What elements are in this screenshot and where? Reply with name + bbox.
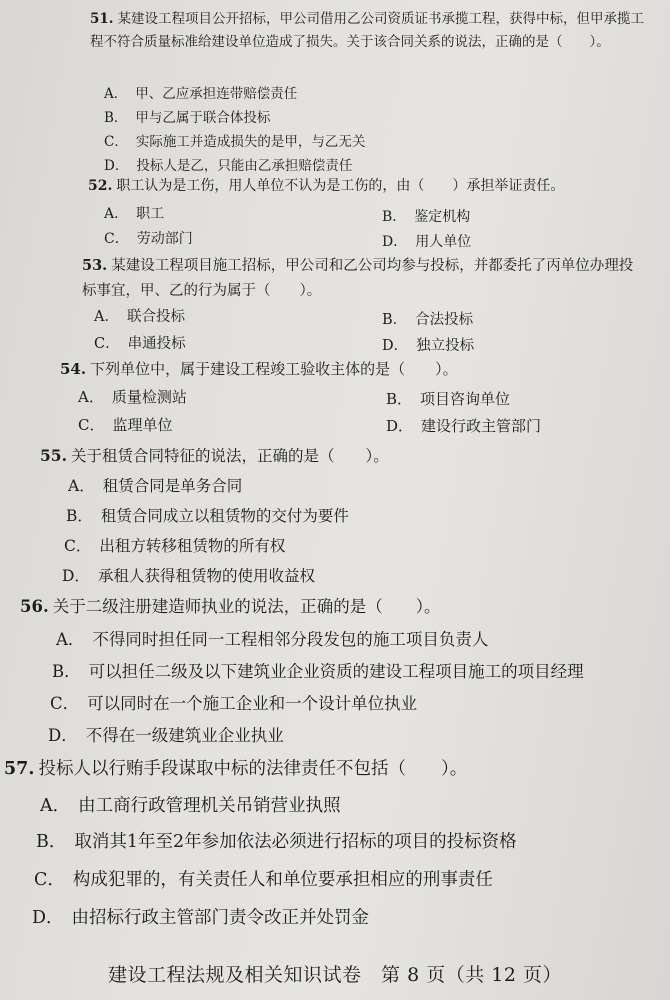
option-letter: C． [50,694,80,713]
option-letter: A． [104,86,128,102]
option-57-a [40,792,341,817]
option-52-d [382,231,471,251]
option-text: 租赁合同是单务合同 [102,477,243,495]
option-54-c [78,414,173,435]
option-text: 实际施工并造成损失的是甲，与乙无关 [135,134,366,150]
option-54-b [386,388,510,409]
option-letter: C． [94,336,120,352]
option-text: 建设行政主管部门 [421,417,542,435]
option-text: 监理单位 [112,416,173,434]
question-text: 职工认为是工伤，用人单位不认为是工伤的，由（ ）承担举证责任。 [116,178,565,194]
option-letter: B． [104,110,128,126]
option-53-c [94,332,186,353]
option-57-d [32,904,369,929]
option-letter: C． [104,134,128,150]
option-54-a [78,386,187,407]
option-text: 独立投标 [416,338,475,354]
option-52-b [382,206,470,226]
option-53-a [94,305,185,326]
option-letter: D． [104,158,129,174]
question-number: 56. [20,597,49,616]
option-text: 出租方转移租赁物的所有权 [99,537,286,555]
option-56-b [52,658,584,682]
option-53-b [382,308,473,329]
option-55-d [62,564,315,586]
question-51 [90,8,645,54]
option-letter: B． [66,507,93,525]
option-text: 串通投标 [127,336,186,352]
question-text: 投标人以行贿手段谋取中标的法律责任不包括（ ）。 [38,759,468,779]
question-number: 53. [82,257,108,274]
option-text: 鉴定机构 [414,209,471,225]
option-letter: B． [386,390,413,408]
option-letter: D． [382,338,409,354]
question-text: 关于二级注册建造师执业的说法，正确的是（ ）。 [52,597,441,616]
question-text: 某建设工程项目施工招标，甲公司和乙公司均参与投标，并都委托了丙单位办理投标事宜，甲、乙的行为属于（ ）。 [82,258,634,299]
option-text: 不得在一级建筑业企业执业 [85,726,284,745]
option-text: 项目咨询单位 [420,390,511,408]
option-text: 甲、乙应承担连带赔偿责任 [135,86,298,102]
option-text: 职工 [136,206,165,222]
question-53 [82,253,642,304]
option-letter: A． [78,388,104,406]
option-letter: A． [68,477,95,495]
option-letter: C． [64,537,92,555]
option-51-d [104,154,352,174]
option-57-c [34,866,493,891]
option-letter: D． [48,726,78,745]
option-text: 劳动部门 [136,231,193,247]
option-letter: B． [52,662,81,681]
option-letter: B． [382,312,408,328]
option-letter: C． [34,870,65,890]
option-55-c [64,534,285,556]
question-57 [4,756,644,783]
option-letter: D． [32,908,64,928]
option-text: 用人单位 [415,234,472,250]
option-text: 可以担任二级及以下建筑业企业资质的建设工程项目施工的项目经理 [88,662,584,681]
option-text: 不得同时担任同一工程相邻分段发包的施工项目负责人 [92,630,489,649]
question-56 [20,594,640,620]
option-letter: A． [104,206,129,222]
option-56-d [48,722,284,746]
question-52 [88,176,648,198]
option-letter: D． [62,567,90,585]
option-text: 投标人是乙，只能由乙承担赔偿责任 [136,158,353,174]
question-text: 关于租赁合同特征的说法，正确的是（ ）。 [70,447,389,465]
option-text: 甲与乙属于联合体投标 [135,110,271,126]
option-text: 构成犯罪的，有关责任人和单位要承担相应的刑事责任 [72,870,493,890]
option-57-b [36,828,517,853]
option-55-b [66,504,349,526]
option-text: 联合投标 [126,309,185,325]
page-footer: 建设工程法规及相关知识试卷 第 8 页（共 12 页） [108,964,562,986]
option-letter: A． [56,630,85,649]
option-text: 由工商行政管理机关吊销营业执照 [78,796,341,816]
option-letter: C． [104,231,129,247]
option-letter: A． [40,796,71,816]
question-number: 54. [60,360,87,378]
option-text: 合法投标 [415,312,474,328]
option-letter: C． [78,416,105,434]
option-letter: A． [94,309,119,325]
option-56-c [50,690,417,714]
option-51-c [104,130,365,150]
question-54 [60,358,640,381]
question-55 [40,444,640,468]
option-56-a [56,626,488,650]
option-53-d [382,334,474,355]
option-letter: B． [382,209,407,225]
option-letter: D． [382,234,408,250]
option-text: 租赁合同成立以租赁物的交付为要件 [100,507,349,525]
question-number: 57. [4,759,35,779]
option-51-b [104,106,270,126]
question-text: 某建设工程项目公开招标，甲公司借用乙公司资质证书承揽工程，获得中标，但甲承揽工程不符合质量标准给建设单位造成了损失。关于该合同关系的说法，正确的是（ ）。 [90,11,644,50]
option-text: 承租人获得租赁物的使用收益权 [97,567,315,585]
option-text: 取消其1年至2年参加依法必须进行招标的项目的投标资格 [74,832,517,852]
option-text: 可以同时在一个施工企业和一个设计单位执业 [87,694,418,713]
option-55-a [68,474,242,496]
option-text: 由招标行政主管部门责令改正并处罚金 [71,908,370,928]
option-text: 质量检测站 [111,388,187,406]
option-51-a [104,82,297,102]
option-52-c [104,228,193,248]
question-51-stem [90,8,645,54]
question-number: 52. [88,178,113,194]
option-letter: D． [386,417,414,435]
option-52-a [104,203,164,223]
question-number: 51. [90,11,114,27]
question-text: 下列单位中，属于建设工程竣工验收主体的是（ ）。 [90,360,458,378]
option-letter: B． [36,832,67,852]
option-54-d [386,415,541,436]
question-number: 55. [40,446,67,465]
